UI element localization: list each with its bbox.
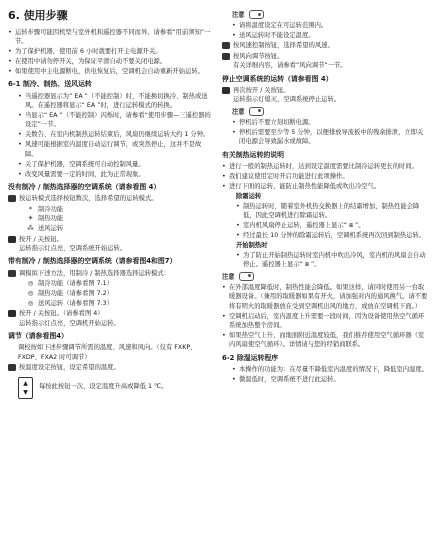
section-heading-stop: 停止空调系统的运转（请参看图 4） bbox=[222, 74, 333, 83]
note-icon bbox=[249, 10, 264, 19]
defrost-item: • 经过最长 10 分钟的除霜运转后，空调机系统再次回到制热运转。 bbox=[236, 231, 429, 240]
mode-label: 制冷功能 bbox=[38, 205, 64, 213]
s61-item: • 改变风量需要一定的时间，此为正常现象。 bbox=[18, 170, 212, 179]
step-marker-icon bbox=[8, 236, 16, 243]
note-item: • 停机后不要立刻切断电源。 bbox=[232, 118, 429, 127]
adjust-text: 调校按如下述步骤调节所需的温度、风速和风向。（仅有 FXKP、FXDP、FXA2 时可调节） bbox=[18, 344, 197, 361]
section-heading-with-switch: 带有制冷 / 制热选择器的空调系统（请参看图4和图7） bbox=[8, 257, 177, 266]
note-item: • 如果热空气上升，而地面附近温度较低，我们推荐使用空气循环器（室内风扇使空气循环）。详情请与您的经销商联系。 bbox=[222, 331, 429, 350]
step-subtext: 运转指示灯点亮，空调系统开始运转。 bbox=[19, 245, 127, 253]
s62-list bbox=[232, 365, 429, 384]
step-marker-icon bbox=[8, 270, 16, 277]
step-text: 调模拟下述方法，用制冷 / 制热选择器选择运转模式： bbox=[19, 269, 170, 277]
step-marker-icon bbox=[222, 53, 230, 60]
mode-row-fan bbox=[26, 224, 212, 234]
switch-mode-cool bbox=[26, 279, 212, 289]
fan-icon: ⁂ bbox=[27, 224, 34, 232]
step-select-mode bbox=[8, 194, 212, 203]
start-heating-item: • 为了防止开始制热运转时室内机中吹出冷风，室内机的风扇会自动停止。遥控器上显示“ ⧈ ”。 bbox=[236, 251, 429, 270]
page-title: 6. 使用步骤 bbox=[8, 9, 68, 22]
mode-label: 制热功能（请参看图 7.2） bbox=[38, 289, 113, 297]
switch-icon: ◎ bbox=[27, 279, 34, 288]
section-heading-6-1: 6-1 制冷、制热、送风运转 bbox=[8, 80, 92, 89]
intro-item: • 为了保护机器，使用前 6 小时就要打开主电源开关。 bbox=[8, 47, 212, 56]
mode-label: 制冷功能（请参看图 7.1） bbox=[38, 280, 113, 288]
step-marker-icon bbox=[222, 87, 230, 94]
heating-list bbox=[222, 162, 429, 191]
heating-icon: ☀ bbox=[27, 214, 34, 223]
note-label: 注意 bbox=[232, 108, 245, 116]
intro-item: • 在使用中请勿停开关，为保证平滑自动不要关闭电源。 bbox=[8, 57, 212, 66]
remote-text: 每按此按钮一次，设定温度升高或降低 1 ℃。 bbox=[39, 382, 168, 390]
mode-label: 制热功能 bbox=[38, 215, 64, 223]
step-text: 按运转模式选择按钮数次，选择希望的运转模式。 bbox=[19, 195, 158, 203]
note-heading bbox=[232, 107, 429, 117]
note-heading bbox=[222, 272, 429, 282]
step-text: 按开 / 关按钮。（请参看图 4） bbox=[19, 310, 104, 318]
step-text: 按温度设定按钮，设定希望的温度。 bbox=[19, 364, 120, 372]
note-label: 注意 bbox=[232, 11, 245, 19]
intro-item: • 如果使用中主电源断电，供电恢复后，空调机会自动重新开始运转。 bbox=[8, 67, 212, 76]
s62-item: • 微温低时，空调系统不进行此运转。 bbox=[232, 375, 429, 384]
step-text: 再次按开 / 关按钮。 bbox=[233, 86, 290, 94]
s62-item: • 本操作的功能为：在尽量不降低室内温度的情况下，降低室内湿度。 bbox=[232, 365, 429, 374]
step-subtext: 运转指示灯点亮，空调机开始运转。 bbox=[19, 319, 120, 327]
step-temperature bbox=[8, 363, 212, 372]
note-heading bbox=[232, 10, 429, 20]
s61-item: • 关数告、在室内机制热运转结束后，风扇仍继续运转大约 1 分钟。 bbox=[18, 130, 212, 139]
mode-row-cool bbox=[26, 205, 212, 215]
switch-mode-heat bbox=[26, 289, 212, 299]
note-icon bbox=[239, 272, 254, 281]
step-stop bbox=[222, 86, 429, 105]
section-heading-adjust: 调节（请参看图4） bbox=[8, 331, 68, 340]
section-heading-heating: 有关制热运转的说明 bbox=[222, 150, 285, 159]
defrost-item: • 制热运转时，随着室外机热交换器上的结霜增加，制热性能会降低，因此空调机进行除霜运转。 bbox=[236, 202, 429, 221]
step-on-off-2 bbox=[8, 309, 212, 328]
right-column bbox=[222, 8, 429, 540]
note-item: • 在外部温度降低时，制热性能会降低。如果这样，请同时使用另一台取暖器设备。（兼用的取暖器如果有开火，请加强对内的通风换气。请不要将有明火的取暖器放在受到空调机出风的地方，或放在空调机下面。） bbox=[222, 283, 429, 311]
defrost-item: • 室内机风扇停止运转，遥控器上显示“ ⧈ ”。 bbox=[236, 221, 429, 230]
s61-item: • 风速可能根据室内温度自动运行调节，或突然停止，这并不是故障。 bbox=[18, 140, 212, 159]
note-item: • 停机后需要至少等 5 分钟，以便排放导流板中的残余排泄，立即关闭电源会导致漏水或故障。 bbox=[232, 128, 429, 147]
section-heading-no-switch: 没有制冷 / 制热选择器的空调系统（请参看图 4） bbox=[8, 182, 161, 191]
step-marker-icon bbox=[8, 364, 16, 371]
step-marker-icon bbox=[222, 42, 230, 49]
switch-icon: ◎ bbox=[27, 288, 34, 297]
step-select-switch bbox=[8, 269, 212, 278]
heating-item: • 进行下面的运转，能防止制热性能降低或吹出冷空气。 bbox=[222, 182, 429, 191]
step-marker-icon bbox=[8, 310, 16, 317]
note-item: • 空调机启动后，室内温度上升需要一段时间，因为设备使用热空气循环系统加热整个房间。 bbox=[222, 312, 429, 331]
intro-list bbox=[8, 28, 212, 77]
step-on-off bbox=[8, 235, 212, 254]
step-text: 按风速控制按钮，选择希望的风速。 bbox=[233, 42, 334, 50]
switch-mode-fan bbox=[26, 299, 212, 309]
start-heating-list bbox=[236, 251, 429, 270]
heating-item: • 进行一般的制热运转时，达到设定温度需要比制冷运转更长的时间。 bbox=[222, 162, 429, 171]
note-item: • 送风运转时不能设定温度。 bbox=[232, 31, 429, 40]
cooling-icon: * bbox=[28, 204, 33, 213]
step-subtext: 运转指示灯熄灭，空调系统停止运转。 bbox=[233, 96, 341, 104]
step-direction bbox=[222, 52, 429, 71]
s61-item: • 当显示“ EA ”（不能控制）闪烁时，请参看“使用步骤—三遥控器的设定”一节。 bbox=[18, 111, 212, 130]
heating-item: • 我们建议使用定时开启功能进行此项操作。 bbox=[222, 172, 429, 181]
mode-label: 送风运转（请参看图 7.3） bbox=[38, 299, 113, 307]
temperature-button-icon: ▲ ▼ bbox=[18, 377, 33, 399]
note-list-2 bbox=[222, 283, 429, 350]
s61-item: • 关了保护机器，空调系统可自动控制风量。 bbox=[18, 160, 212, 169]
note-item: • 请将温度设定在可运转范围内。 bbox=[232, 21, 429, 30]
left-column bbox=[8, 8, 212, 540]
step-subtext: 有关详细内容，请参看“风向调节”一节。 bbox=[233, 62, 347, 70]
remote-figure bbox=[8, 375, 212, 399]
defrost-title: 除霜运转 bbox=[236, 192, 262, 200]
step-text: 按风向调节按钮。 bbox=[233, 52, 284, 60]
step-text: 按开 / 关按钮。 bbox=[19, 235, 63, 243]
step-fan-speed bbox=[222, 41, 429, 50]
stop-note-list bbox=[232, 118, 429, 147]
s61-list bbox=[18, 92, 212, 179]
defrost-list bbox=[236, 202, 429, 241]
intro-item: • 运转步骤可能因机型与室外机和遥控器不同而异。请参看“用前须知”一节。 bbox=[8, 28, 212, 47]
note-label: 注意 bbox=[222, 273, 235, 281]
s61-item: • 当遥控器显示为“ EA ”（不能控制）时，不能换切换冷、制热或送风。在遥控器将显示“ EA ”时，进行运转模式的转换。 bbox=[18, 92, 212, 111]
step-marker-icon bbox=[8, 195, 16, 202]
mode-label: 送风运转 bbox=[38, 225, 64, 233]
mode-row-heat bbox=[26, 214, 212, 224]
note-list bbox=[232, 21, 429, 40]
switch-icon: ◎ bbox=[27, 298, 34, 307]
start-heating-title: 开始制热时 bbox=[236, 241, 268, 249]
section-heading-6-2: 6-2 除湿运转程序 bbox=[222, 353, 279, 362]
note-icon bbox=[249, 107, 264, 116]
